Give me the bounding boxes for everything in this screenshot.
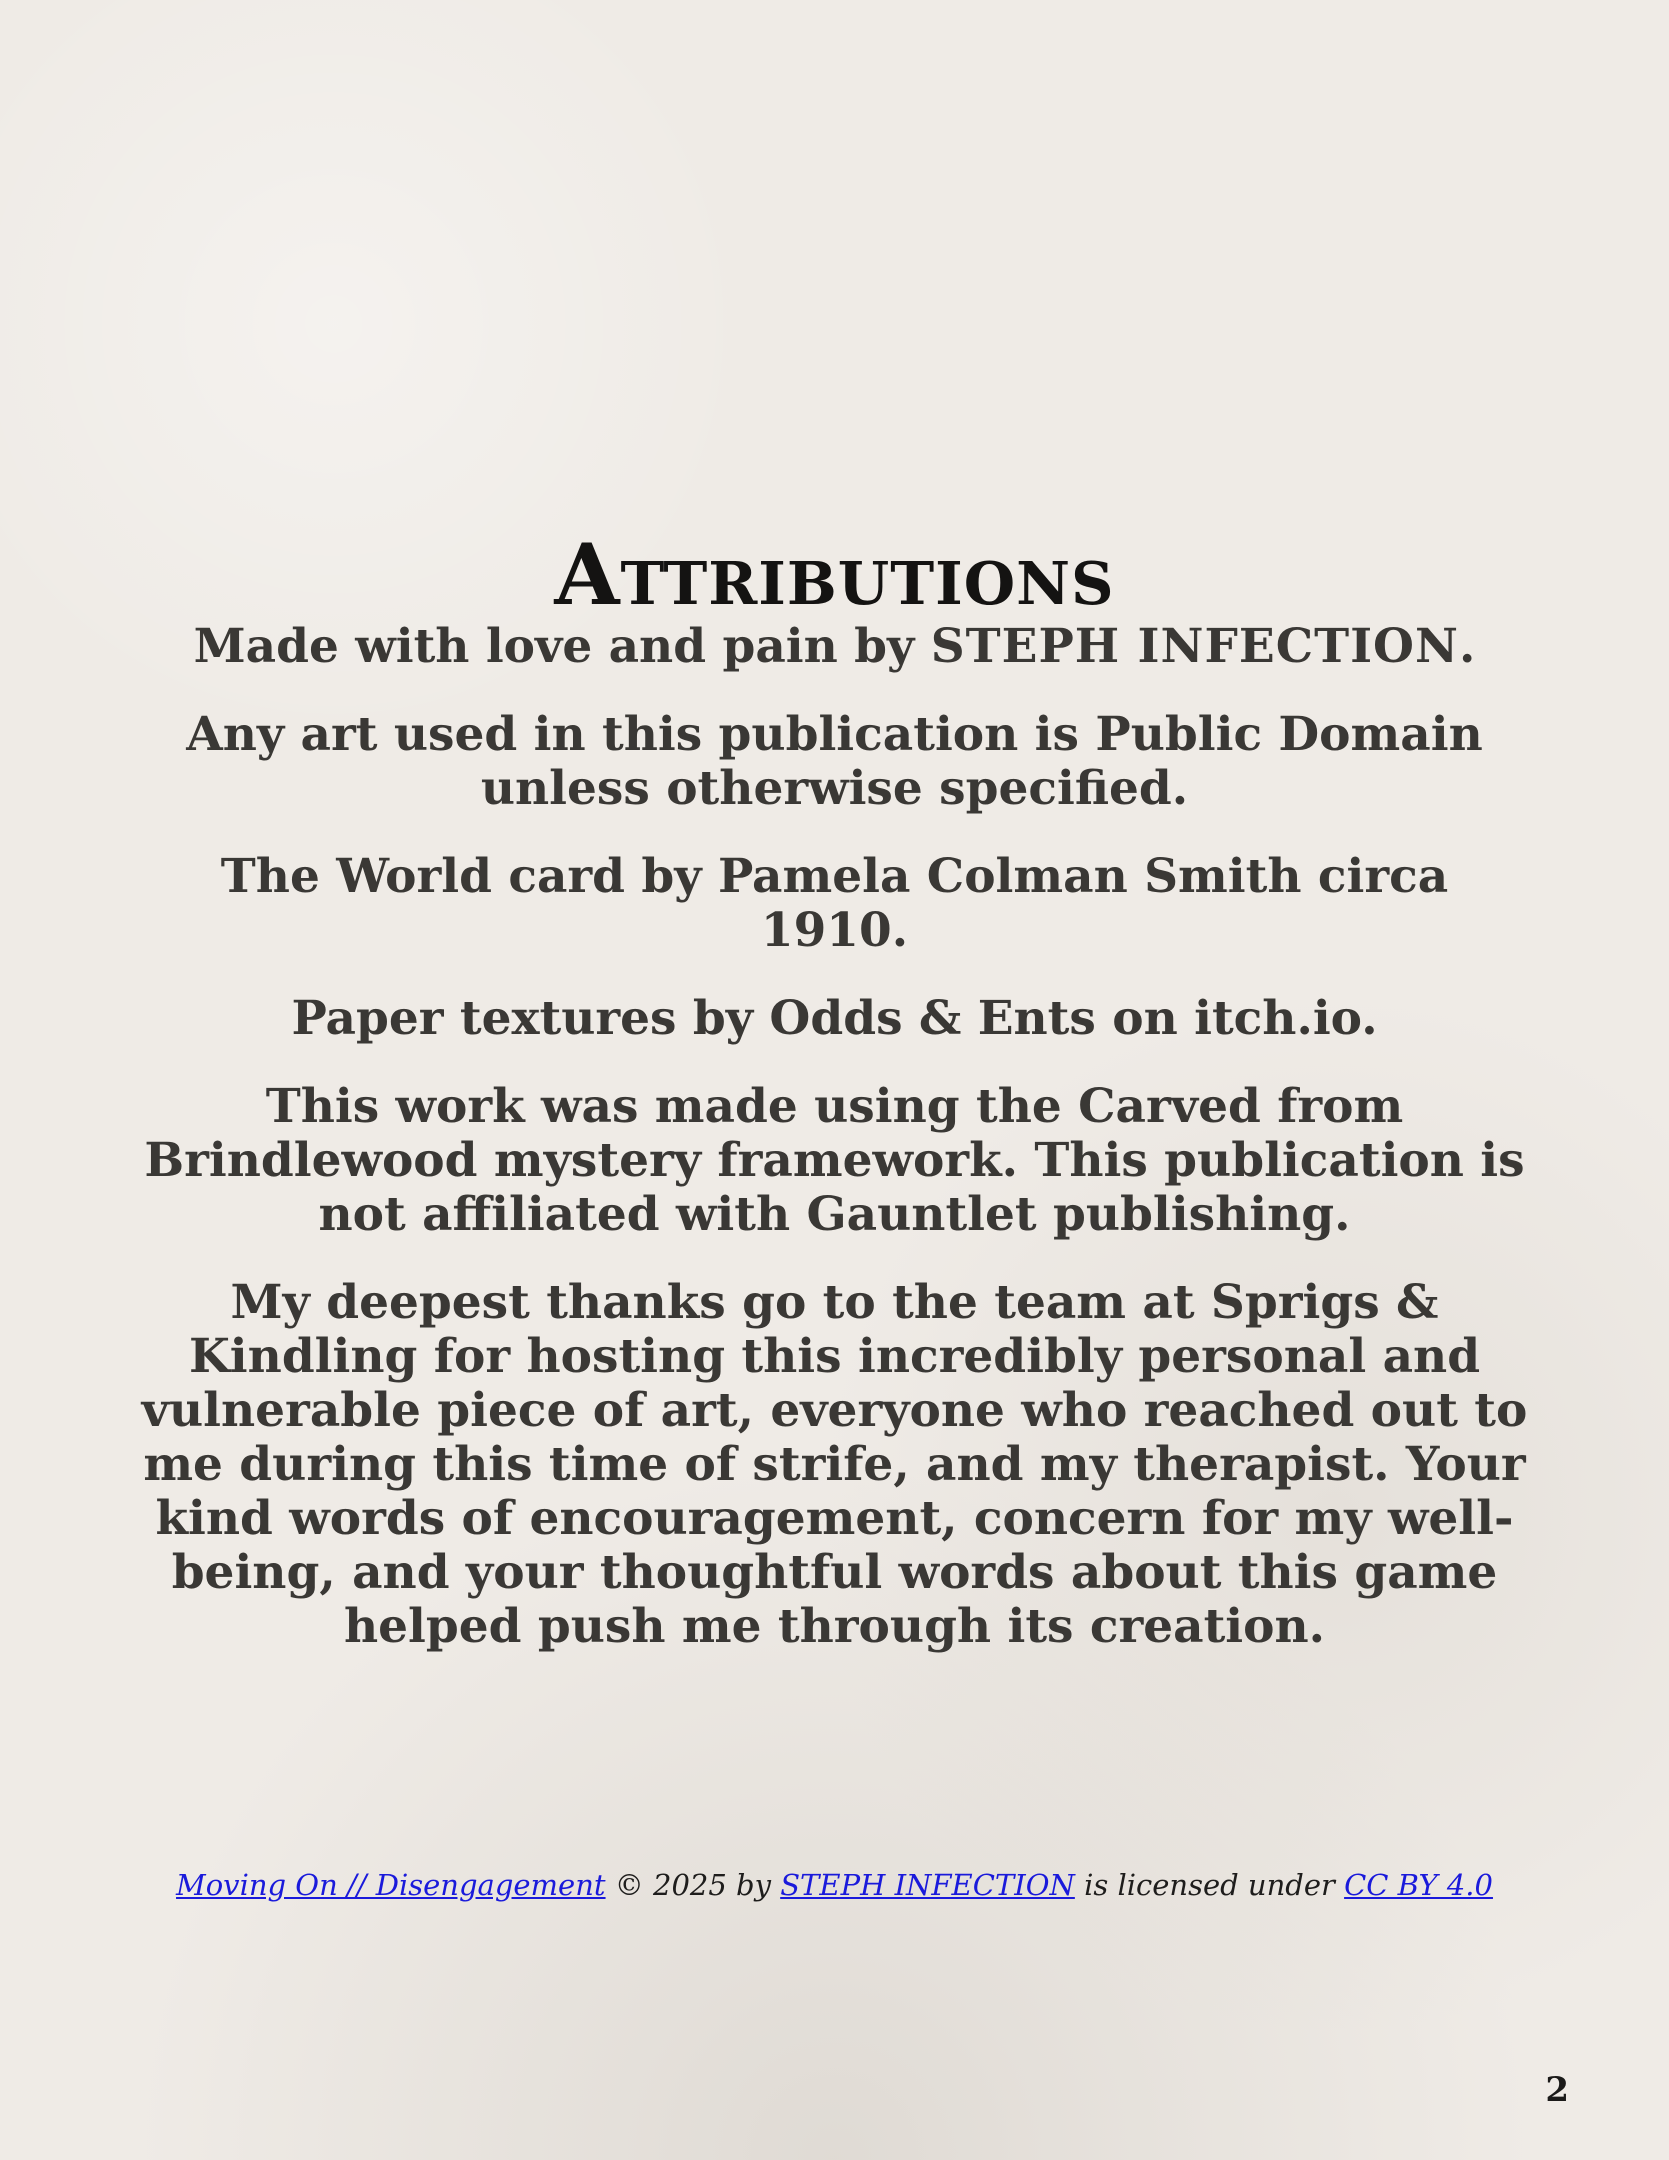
- thanks-paragraph: My deepest thanks go to the team at Sprigs & Kindling for hosting this incredibly personal and vulnerable piece of art, everyone who reached out to me during this time of strife, and my therapist. Your kind words of encouragement, concern for my well-being, and your thoughtful words about this game helped push me through its creation.: [141, 1275, 1528, 1654]
- page-title: Attributions: [554, 525, 1115, 624]
- license-link[interactable]: CC BY 4.0: [1344, 1868, 1493, 1902]
- author-credit-suffix: .: [1458, 619, 1476, 674]
- public-domain-paragraph: Any art used in this publication is Public Domain unless otherwise specified.: [186, 707, 1483, 816]
- world-card-paragraph: The World card by Pamela Colman Smith circa 1910.: [220, 849, 1449, 958]
- page-number: 2: [1545, 2070, 1569, 2110]
- licensed-under-text: is licensed under: [1074, 1868, 1345, 1902]
- author-link[interactable]: STEPH INFECTION: [780, 1868, 1075, 1902]
- author-credit: [140, 620, 1529, 674]
- work-title-link[interactable]: Moving On // Disengagement: [176, 1868, 606, 1902]
- copyright-text: © 2025 by: [605, 1868, 781, 1902]
- attributions-body: [140, 620, 1529, 1688]
- author-credit-prefix: Made with love and pain by: [193, 619, 931, 674]
- framework-paragraph: This work was made using the Carved from Brindlewood mystery framework. This publication is not affiliated with Gauntlet publishing.: [144, 1079, 1525, 1242]
- author-name: STEPH INFECTION: [930, 619, 1459, 674]
- paper-textures-paragraph: Paper textures by Odds & Ents on itch.io.: [291, 991, 1378, 1046]
- license-line: [0, 1868, 1669, 1902]
